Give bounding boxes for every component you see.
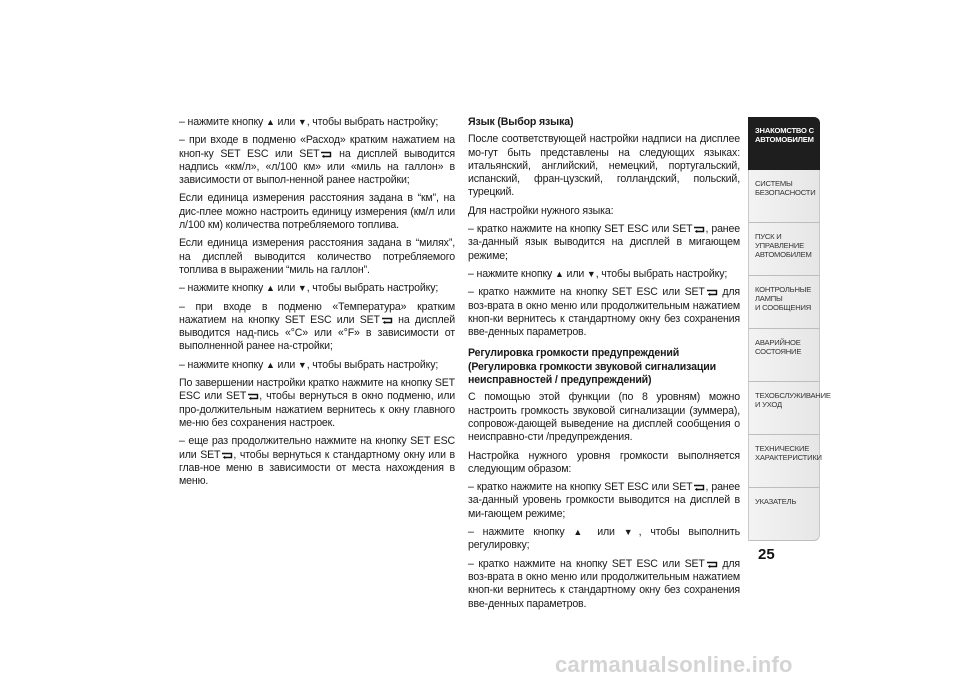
instruction-consumption: – при входе в подменю «Расход» кратким нажатием на кноп-ку SET ESC или SET на дисплей выводится надпись «км/л», «л/100 км» или «миль на галлон» в зависимости от выпол-ненной ранее настройки; xyxy=(179,134,455,187)
instruction-select-2: – нажмите кнопку ▲ или ▼, чтобы выбрать настройку; xyxy=(179,282,439,295)
tab-emergency[interactable]: АВАРИЙНОЕ СОСТОЯНИЕ xyxy=(748,329,820,382)
watermark: carmanualsonline.info xyxy=(555,652,793,677)
right-column xyxy=(468,116,740,616)
return-arrow-icon xyxy=(706,560,718,568)
paragraph-miles-units: Если единица измерения расстояния задана в “милях”, на дисплей выводится количество потребляемого топлива в выражении “миль на галлон”. xyxy=(179,237,455,276)
up-arrow-icon: ▲ xyxy=(266,283,275,294)
section-heading-language: Язык (Выбор языка) xyxy=(468,116,574,128)
up-arrow-icon: ▲ xyxy=(573,527,589,538)
instruction-language-3: – кратко нажмите на кнопку SET ESC или SET для воз-врата в окно меню или продолжительным нажатием кноп-ки вернитесь к стандартному окну без сохранения вве-денных параметров. xyxy=(468,286,740,339)
instruction-select-3: – нажмите кнопку ▲ или ▼, чтобы выбрать настройку; xyxy=(179,358,439,371)
up-arrow-icon: ▲ xyxy=(266,117,275,127)
left-column xyxy=(179,116,455,493)
paragraph-languages: После соответствующей настройки надписи на дисплее мо-гут быть представлены на следующих языках: итальянский, английский, немецкий, португальский, испанский, фран-цузский, голландский, польский, турецкий. xyxy=(468,133,740,199)
chapter-tabs xyxy=(748,117,831,541)
up-arrow-icon: ▲ xyxy=(266,359,275,370)
return-arrow-icon xyxy=(381,316,393,324)
return-arrow-icon xyxy=(221,451,233,459)
tab-warning-lights[interactable]: КОНТРОЛЬНЫЕ ЛАМПЫ И СООБЩЕНИЯ xyxy=(748,276,820,329)
return-arrow-icon xyxy=(693,225,705,233)
tab-technical-specs[interactable]: ТЕХНИЧЕСКИЕ ХАРАКТЕРИСТИКИ xyxy=(748,435,820,488)
down-arrow-icon: ▼ xyxy=(297,359,307,370)
instruction-finish: По завершении настройки кратко нажмите на кнопку SET ESC или SET , чтобы вернуться в окно подменю, или про-должительным нажатием вернитесь к окну главного ме-ню без сохранения настроек. xyxy=(179,377,455,429)
section-heading-volume: Регулировка громкости предупреждений (Регулировка громкости звуковой сигнализации неисправностей / предупреждений) xyxy=(468,347,716,387)
instruction-return: – еще раз продолжительно нажмите на кнопку SET ESC или SET , чтобы вернуться к стандартному окну или в глав-ное меню в зависимости от места нахождения в меню. xyxy=(179,435,455,488)
instruction-language-2: – нажмите кнопку ▲ или ▼, чтобы выбрать настройку; xyxy=(468,267,728,280)
tab-safety-systems[interactable]: СИСТЕМЫ БЕЗОПАСНОСТИ xyxy=(748,170,820,223)
paragraph-volume-setup: Настройка нужного уровня громкости выполняется следующим образом: xyxy=(468,449,740,475)
instruction-language-1: – кратко нажмите на кнопку SET ESC или SET , ранее за-данный язык выводится на дисплей в мигающем режиме; xyxy=(468,223,740,262)
instruction-select-1: – нажмите кнопку ▲ или ▼, чтобы выбрать настройку; xyxy=(179,116,439,128)
return-arrow-icon xyxy=(247,392,259,400)
tab-vehicle-intro[interactable]: ЗНАКОМСТВО С АВТОМОБИЛЕМ xyxy=(748,117,820,170)
down-arrow-icon: ▼ xyxy=(297,283,307,294)
paragraph-language-setup: Для настройки нужного языка: xyxy=(468,204,614,217)
tab-maintenance[interactable]: ТЕХОБСЛУЖИВАНИЕ И УХОД xyxy=(748,382,820,435)
instruction-volume-1: – кратко нажмите на кнопку SET ESC или SET , ранее за-данный уровень громкости выводится на дисплей в ми-гающем режиме; xyxy=(468,481,740,520)
page-number: 25 xyxy=(758,546,775,563)
paragraph-volume-function: С помощью этой функции (по 8 уровням) можно настроить громкость звуковой сигнализации (зуммера), сопровож-дающей выведение на дисплей сообщения о неисправно-сти /предупреждения. xyxy=(468,391,740,444)
return-arrow-icon xyxy=(706,288,718,296)
down-arrow-icon: ▼ xyxy=(623,527,639,538)
down-arrow-icon: ▼ xyxy=(297,117,307,127)
down-arrow-icon: ▼ xyxy=(586,268,596,279)
instruction-volume-3: – кратко нажмите на кнопку SET ESC или SET для воз-врата в окно меню или продолжительным нажатием кноп-ки вернитесь к стандартному окну без сохранения вве-денных параметров. xyxy=(468,557,740,610)
tab-starting-driving[interactable]: ПУСК И УПРАВЛЕНИЕ АВТОМОБИЛЕМ xyxy=(748,223,820,276)
instruction-temperature: – при входе в подменю «Температура» кратким нажатием на кнопку SET ESC или SET на дисплей выводится над-пись «°C» или «°F» в зависимости от выполненной ранее на-стройки; xyxy=(179,300,455,353)
tab-index[interactable]: УКАЗАТЕЛЬ xyxy=(748,488,820,541)
up-arrow-icon: ▲ xyxy=(555,268,564,279)
return-arrow-icon xyxy=(693,483,705,491)
instruction-volume-2: – нажмите кнопку ▲ или ▼, чтобы выполнить регулировку; xyxy=(468,526,740,552)
return-arrow-icon xyxy=(320,150,332,158)
paragraph-km-units: Если единица измерения расстояния задана в “км”, на дис-плее можно настроить единицу измерения (км/л или л/100 км) количества потребляемого топлива. xyxy=(179,192,455,232)
